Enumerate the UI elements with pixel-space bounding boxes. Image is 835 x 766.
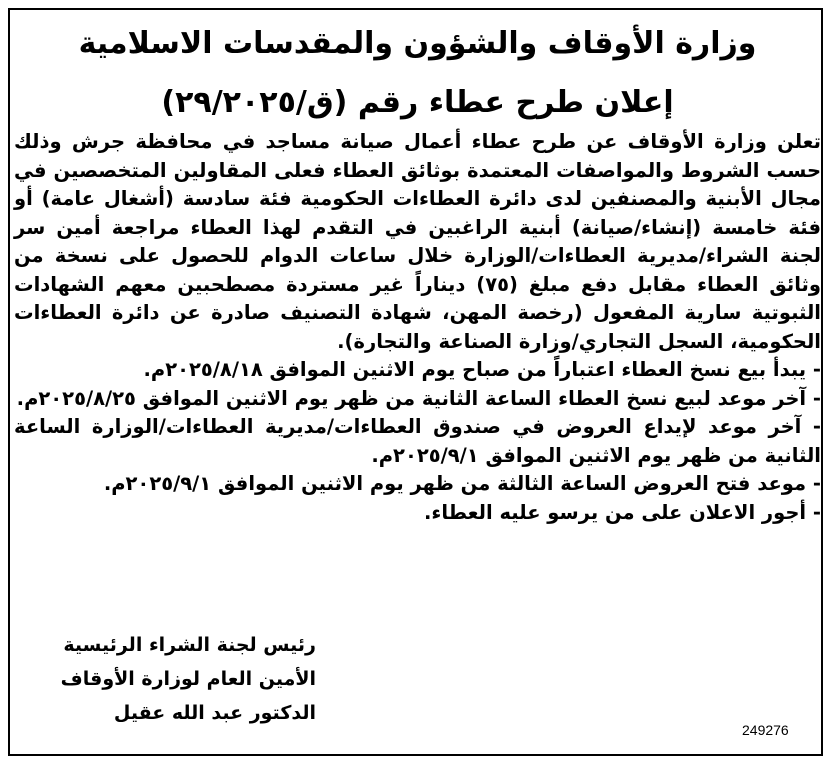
announcement-body: تعلن وزارة الأوقاف عن طرح عطاء أعمال صيانة مساجد في محافظة جرش وذلك حسب الشروط والمواصفات المعتمدة بوثائق العطاء فعلى المقاولين المتخصصين في مجال الأبنية والمصنفين لدى دائرة العطاءات الحكومية فئة سادسة (أشغال عامة) أو فئة خامسة (إنشاء/صيانة) أبنية الراغبين في التقدم لهذا العطاء مراجعة أمين سر لجنة الشراء/مديرية العطاءات/الوزارة خلال ساعات الدوام للحصول على نسخة من وثائق العطاء مقابل دفع مبلغ (٧٥) ديناراً غير مستردة مصطحبين معهم الشهادات الثبوتية سارية المفعول (رخصة المهن، شهادة التصنيف صادرة عن دائرة العطاءات الحكومية، السجل التجاري/وزارة الصناعة والتجارة). bbox=[14, 130, 821, 353]
announcement-title: إعلان طرح عطاء رقم (ق/٢٩/٢٠٢٥) bbox=[161, 85, 674, 120]
signature-committee-head: رئيس لجنة الشراء الرئيسية bbox=[63, 634, 316, 656]
item-advertising-fees: - أجور الاعلان على من يرسو عليه العطاء. bbox=[423, 500, 821, 524]
item-sale-start: - يبدأ بيع نسخ العطاء اعتباراً من صباح يوم الاثنين الموافق ٢٠٢٥/٨/١٨م. bbox=[143, 358, 821, 381]
signature-name: الدكتور عبد الله عقيل bbox=[113, 702, 316, 724]
item-submission-deadline: - آخر موعد لإيداع العروض في صندوق العطاءات/مديرية العطاءات/الوزارة الساعة الثانية من ظهر يوم الاثنين الموافق ٢٠٢٥/٩/١م. bbox=[14, 415, 821, 467]
item-opening-date: - موعد فتح العروض الساعة الثالثة من ظهر يوم الاثنين الموافق ٢٠٢٥/٩/١م. bbox=[103, 472, 821, 495]
signature-block bbox=[16, 628, 316, 730]
announcement-document bbox=[14, 22, 821, 527]
signature-secretary-general: الأمين العام لوزارة الأوقاف bbox=[60, 668, 316, 690]
item-sale-deadline: - آخر موعد لبيع نسخ العطاء الساعة الثانية من ظهر يوم الاثنين الموافق ٢٠٢٥/٨/٢٥م. bbox=[16, 386, 821, 410]
reference-number: 249276 bbox=[742, 722, 789, 738]
ministry-title: وزارة الأوقاف والشؤون والمقدسات الاسلامية bbox=[78, 26, 757, 61]
